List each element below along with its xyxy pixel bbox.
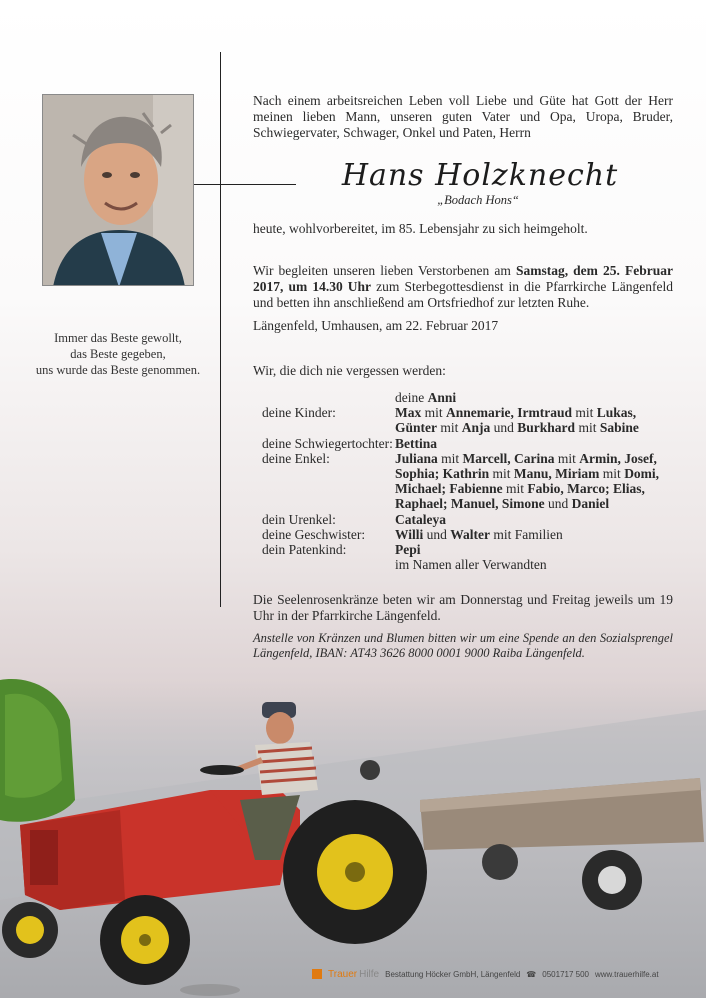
mourner-row-children [262,405,682,435]
funeral-home-footer [312,966,702,982]
web-address: www.trauerhilfe.at [594,969,659,979]
mourner-row-grandchildren [262,451,682,512]
funeral-post: zum Sterbegottesdienst in die Pfarrkirche Längenfeld und betten ihn anschließend am Ortsfriedhof zur letzten Ruhe. [253,279,673,310]
cross-vertical-line [220,52,221,607]
rosary-info: Die Seelenrosenkränze beten wir am Donnerstag und Freitag jeweils um 19 Uhr in der Pfarrkirche Längenfeld. [253,592,673,623]
mourner-connector: mit [502,481,528,497]
mourner-name: Fabio, Marco; Elias, [527,481,645,497]
mourner-connector: mit [437,420,462,436]
mourner-row-relatives [262,557,682,572]
mourner-name: Armin, Josef, [579,450,657,466]
mourner-name: Willi [395,526,424,542]
mourner-label [262,557,395,572]
mourner-label: deine Enkel: [262,450,330,466]
mourner-label [262,390,395,405]
mourner-name: Burkhard [517,420,576,436]
tractor-grille [30,830,58,885]
phone-icon: ☎ [526,969,537,979]
mourner-row-godchild [262,542,682,557]
mourner-label: deine Schwiegertochter: [262,435,393,451]
quote-line: das Beste gegeben, [70,347,166,361]
mourner-label: deine Kinder: [262,405,336,421]
quote-line: uns wurde das Beste genommen. [35,363,201,377]
great-grandchild-name: Cataleya [395,511,446,527]
company-name: Bestattung Höcker GmbH, Längenfeld [385,969,521,979]
mourner-label: deine Geschwister: [262,526,366,542]
phone-number: 0501717 500 [542,969,589,979]
driver-head [266,712,294,744]
mourner-name: Günter [395,420,437,436]
mourner-row-wife [262,390,682,405]
wife-prefix: deine [395,390,428,405]
quote-line: Immer das Beste gewollt, [54,331,182,345]
deceased-nickname: „Bodach Hons“ [437,193,519,207]
mourner-connector: mit [489,466,514,482]
mourner-connector: mit [421,405,447,421]
tractor-scene-image [0,650,706,998]
mourner-row-daughter-in-law [262,436,682,451]
portrait-icon [43,95,194,286]
mourner-row-siblings [262,527,682,542]
mourner-name: Manu, Miriam [513,466,600,482]
mourner-name: Daniel [571,496,610,512]
mourner-name: Sabine [599,420,639,436]
mourner-names [395,390,682,405]
mourner-connector: mit [572,405,597,421]
godchild-name: Pepi [395,542,421,558]
mourner-name: Walter [450,526,491,542]
children-names [395,405,682,435]
mourner-name: Sophia; Kathrin [395,466,490,482]
mourner-name: Annemarie, Irmtraud [446,405,572,421]
mourner-connector: und [544,496,572,512]
mourner-connector: mit [575,420,600,436]
brand-name-b: Hilfe [359,968,380,980]
daughter-in-law-name: Bettina [395,435,437,451]
mourner-name: Domi, [624,466,660,482]
mourner-name: Marcell, Carina [462,450,555,466]
funeral-date: Samstag, dem 25. Februar 2017, um 14.30 Uhr [253,263,673,294]
mourner-name: Anja [461,420,491,436]
relatives-text: im Namen aller Verwandten [395,557,547,573]
place-date: Längenfeld, Umhausen, am 22. Februar 2017 [253,318,499,333]
mourner-connector: und [423,526,451,542]
funeral-pre: Wir begleiten unseren lieben Verstorbenen am [253,263,516,278]
mourner-name: Max [395,405,422,421]
donation-request: Anstelle von Kränzen und Blumen bitten wir um eine Spende an den Sozialsprengel Längenfeld, IBAN: AT43 3626 8000 0001 9000 Raiba Längenfeld. [253,631,673,660]
mourners-intro: Wir, die dich nie vergessen werden: [253,363,446,378]
mourner-name: Lukas, [596,405,637,421]
grandchildren-names [395,451,682,512]
brand-name-a: Trauer [328,968,358,980]
mourner-connector: mit Familien [490,526,563,542]
steering-wheel [200,765,244,775]
wife-name: Anni [427,390,457,405]
mourner-label: dein Urenkel: [262,511,336,527]
cross-horizontal-line [194,184,296,185]
funeral-info [253,263,673,311]
death-notice: heute, wohlvorbereitet, im 85. Lebensjahr zu sich heimgeholt. [253,221,588,236]
siblings-names [395,527,682,542]
mourner-name: Raphael; Manuel, Simone [395,496,545,512]
deceased-name: Hans Holzknecht [341,158,619,193]
portrait-photo [42,94,194,286]
mourner-connector: und [490,420,518,436]
mourners-list [262,390,682,572]
mourner-connector: mit [599,466,625,482]
trauerhilfe-logo-icon [312,969,322,979]
mourner-row-great-grandchild [262,512,682,527]
memorial-quote [30,330,206,378]
mourner-name: Michael; Fabienne [395,481,503,497]
intro-text: Nach einem arbeitsreichen Leben voll Liebe und Güte hat Gott der Herr meinen lieben Mann, unseren guten Vater und Opa, Uropa, Bruder, Schwiegervater, Schwager, Onkel und Paten, Herrn [253,93,673,140]
mourner-connector: mit [437,450,463,466]
mourner-label: dein Patenkind: [262,542,347,558]
mourner-name: Juliana [395,450,438,466]
mourner-connector: mit [554,450,580,466]
